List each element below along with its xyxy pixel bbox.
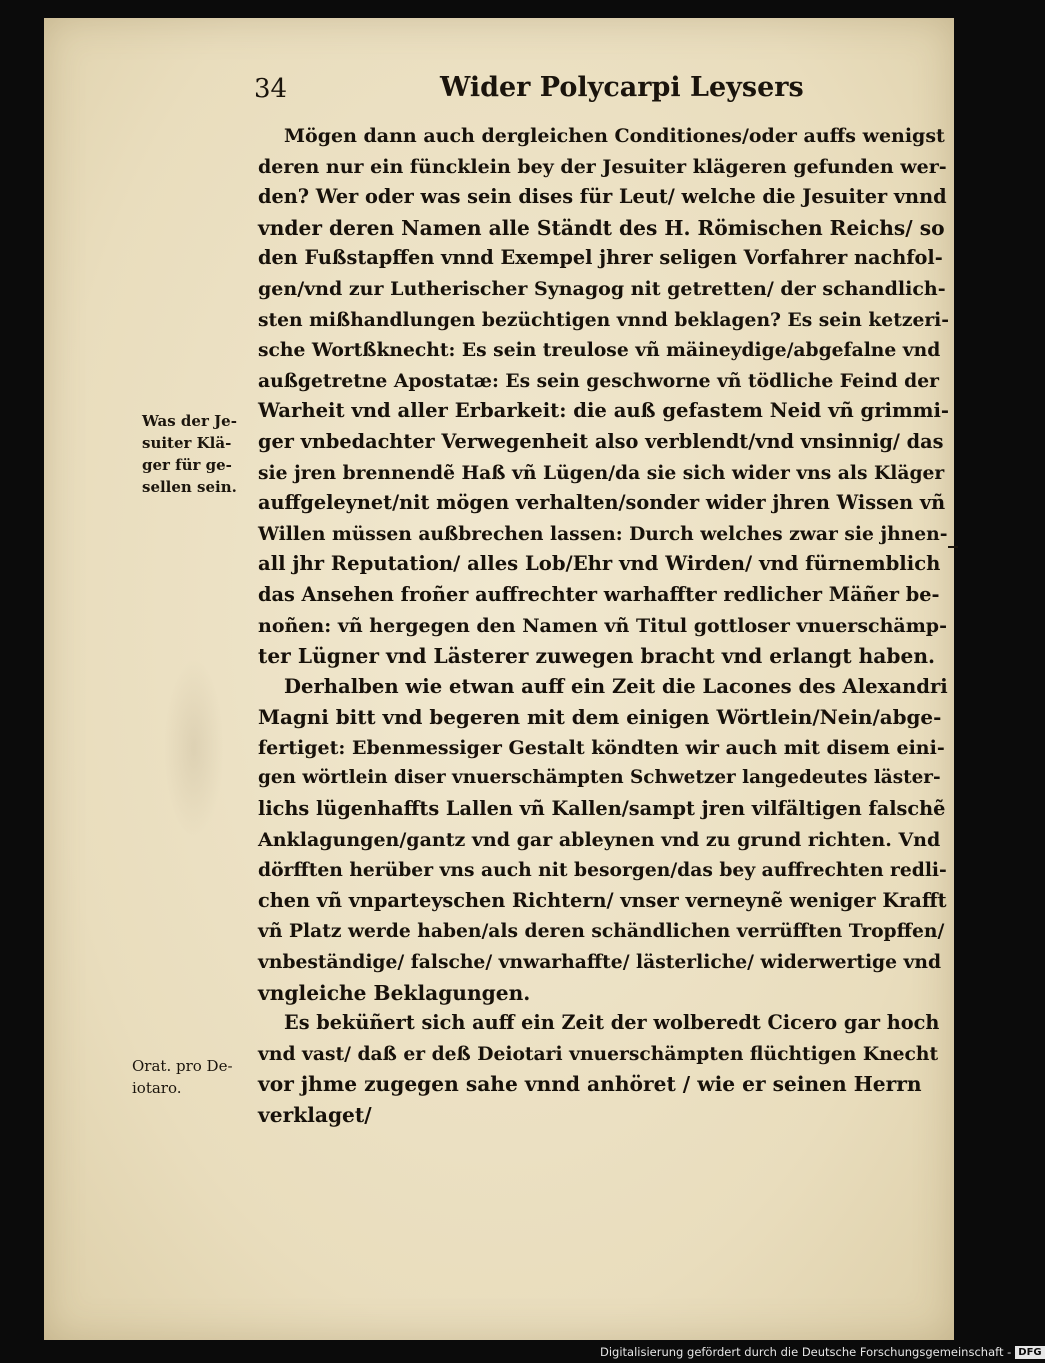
paragraph-1: [258, 121, 948, 672]
text-line: den Fußstapffen vnnd Exempel jhrer seligen Vorfahrer nachfol-: [258, 246, 943, 270]
text-line: Mögen dann auch dergleichen Conditiones/oder auffs wenigst: [284, 125, 945, 147]
text-line: vñ Platz werde haben/als deren schändlichen verrüfften Tropffen/: [258, 920, 945, 943]
text-line: lichs lügenhaffts Lallen vñ Kallen/sampt jren vilfältigen falschẽ: [258, 797, 946, 821]
text-line: Anklagungen/gantz vnd gar ableynen vnd zu grund richten. Vnd: [258, 828, 941, 851]
overhang-hyphen: [948, 546, 958, 548]
text-line: Es beküñert sich auff ein Zeit der wolberedt Cicero gar hoch: [284, 1011, 940, 1035]
text-line: ter Lügner vnd Lästerer zuwegen bracht vnd erlangt haben.: [258, 644, 936, 669]
text-line: vnbeständige/ falsche/ vnwarhaffte/ lästerliche/ widerwertige vnd: [258, 951, 942, 974]
text-line: fertiget: Ebenmessiger Gestalt köndten wir auch mit disem eini-: [258, 736, 945, 759]
catchword: verklaget/: [258, 1103, 372, 1127]
text-line: deren nur ein füncklein bey der Jesuiter klägeren gefunden wer-: [258, 155, 947, 178]
text-line: vor jhme zugegen sahe vnnd anhöret / wie er seinen Herrn: [258, 1072, 922, 1097]
text-line: all jhr Reputation/ alles Lob/Ehr vnd Wirden/ vnd fürnemblich: [258, 552, 941, 576]
text-line: sche Wortßknecht: Es sein treulose vñ mäineydige/abgefalne vnd: [258, 339, 941, 362]
page-header: [254, 74, 814, 114]
text-line: vnd vast/ daß er deß Deiotari vnuerschämpten flüchtigen Knecht: [258, 1042, 939, 1065]
page-number: 34: [254, 74, 288, 104]
text-line: Magni bitt vnd begeren mit dem einigen Wörtlein/Nein/abge-: [258, 705, 942, 730]
text-line: ger vnbedachter Verwegenheit also verblendt/vnd vnsinnig/ das: [258, 429, 944, 453]
dfg-logo: DFG: [1015, 1346, 1044, 1359]
text-line: Derhalben wie etwan auff ein Zeit die Lacones des Alexandri: [284, 674, 948, 698]
text-line: vnder deren Namen alle Ständt des H. Römischen Reichs/ so: [258, 215, 945, 240]
credit-text: Digitalisierung gefördert durch die Deutsche Forschungsgemeinschaft -: [600, 1345, 1012, 1359]
text-line: den? Wer oder was sein dises für Leut/ welche die Jesuiter vnnd: [258, 185, 947, 209]
text-line: dörfften herüber vns auch nit besorgen/das bey auffrechten redli-: [258, 859, 947, 882]
paragraph-3: [258, 1008, 948, 1130]
text-line: chen vñ vnparteyschen Richtern/ vnser verneynẽ weniger Krafft: [258, 888, 947, 912]
book-page: [44, 18, 954, 1340]
digitization-credit: [600, 1345, 1045, 1361]
text-line: vngleiche Beklagungen.: [258, 980, 531, 1005]
main-text-block: [258, 121, 948, 1131]
text-line: Warheit vnd aller Erbarkeit: die auß gefastem Neid vñ grimmi-: [258, 399, 950, 423]
text-line: Willen müssen außbrechen lassen: Durch welches zwar sie jhnen-: [258, 522, 948, 545]
text-line: sten mißhandlungen bezüchtigen vnnd beklagen? Es sein ketzeri-: [258, 308, 950, 331]
text-line: auffgeleynet/nit mögen verhalten/sonder wider jhren Wissen vñ: [258, 491, 946, 515]
margin-note-oratio-pro-deiotaro: Orat. pro De- iotaro.: [132, 1057, 233, 1097]
text-line: außgetretne Apostatæ: Es sein geschworne vñ tödliche Feind der: [258, 369, 939, 392]
text-line: gen wörtlein diser vnuerschämpten Schwetzer langedeutes läster-: [258, 767, 941, 789]
text-line: noñen: vñ hergegen den Namen vñ Titul gottloser vnuerschämp-: [258, 614, 947, 637]
text-line: sie jren brennendẽ Haß vñ Lügen/da sie sich wider vns als Kläger: [258, 461, 945, 484]
text-line: gen/vnd zur Lutherischer Synagog nit getretten/ der schandlich-: [258, 277, 946, 300]
paragraph-2: [258, 672, 948, 1009]
paper-stain: [164, 658, 224, 838]
margin-note-jesuit-accusers: Was der Je- suiter Klä- ger für ge- sellen sein.: [142, 412, 237, 496]
text-line: das Ansehen froñer auffrechter warhaffter redlicher Mäñer be-: [258, 582, 940, 606]
running-title: Wider Polycarpi Leysers: [440, 72, 804, 103]
